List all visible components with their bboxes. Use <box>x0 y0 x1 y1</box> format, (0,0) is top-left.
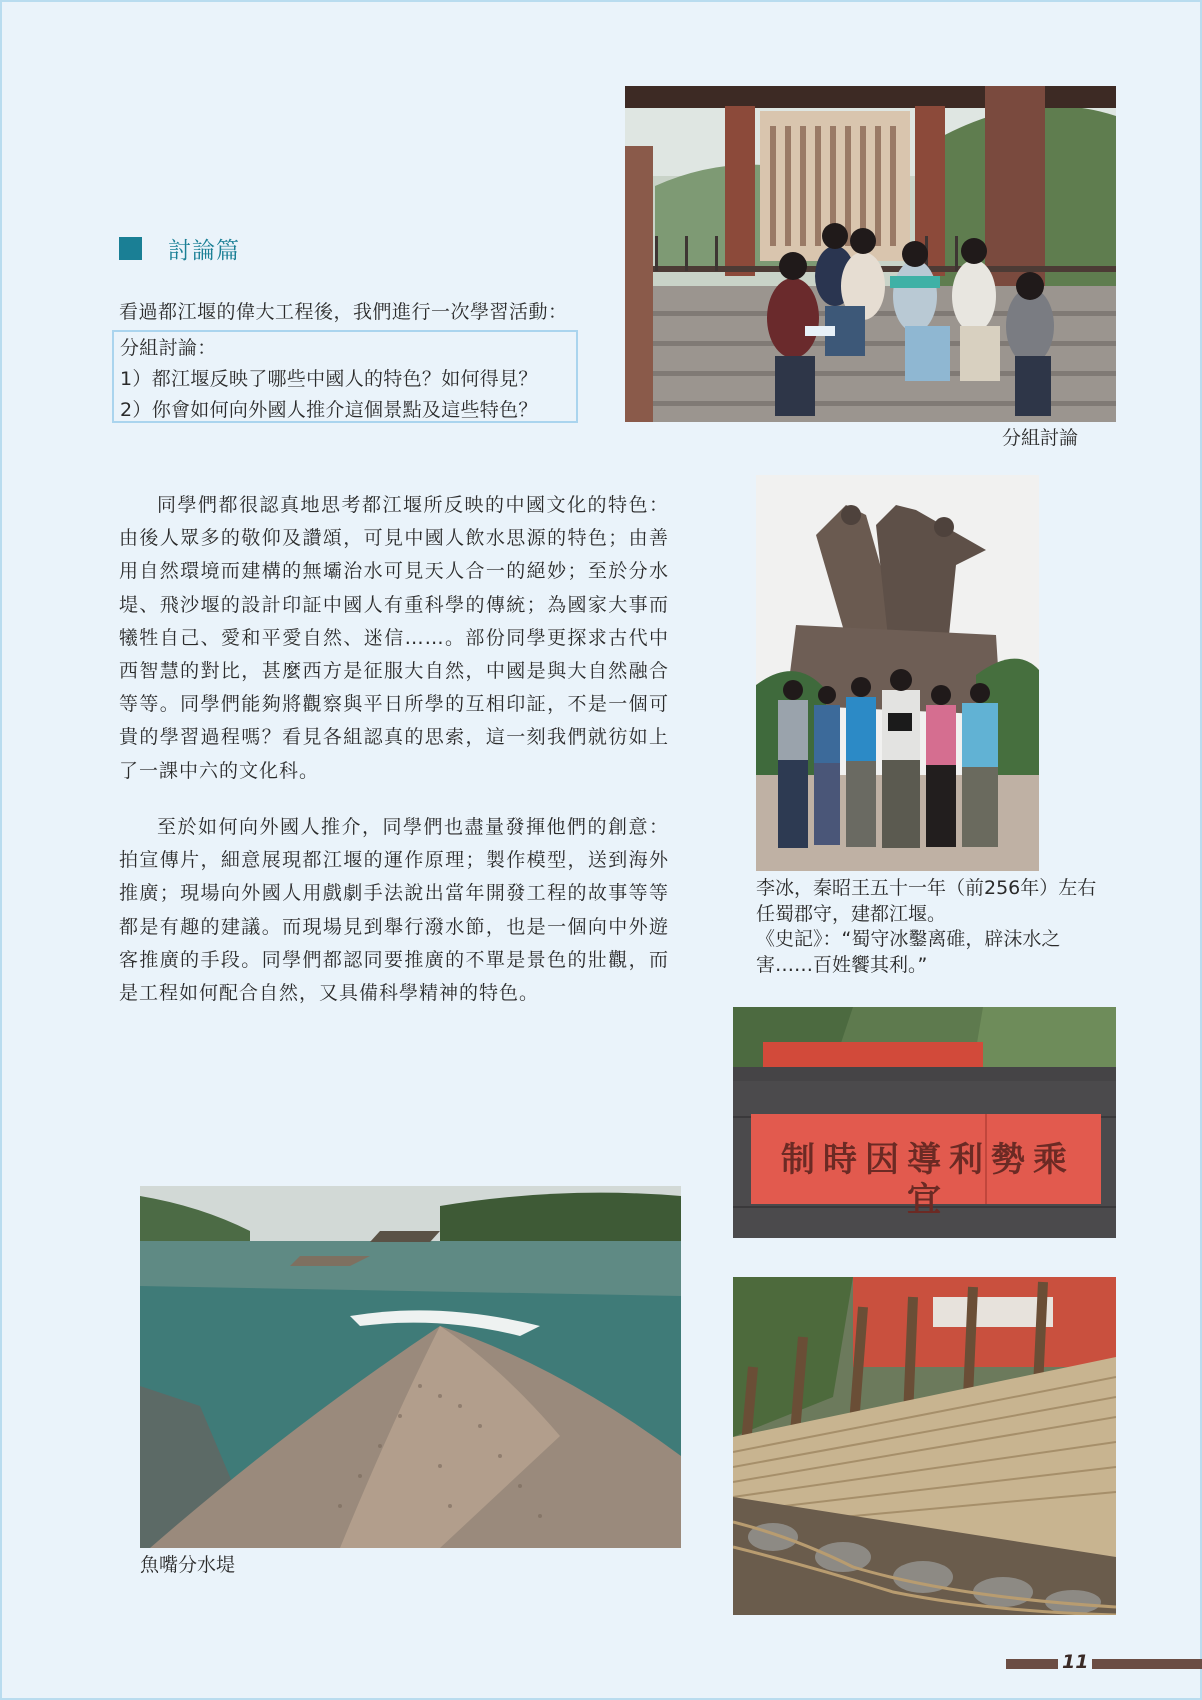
li-bing-caption-line-2: 任蜀郡守，建都江堰。 <box>756 902 947 925</box>
sign-text: 乘勢利導因時制宜 <box>781 1140 1075 1220</box>
intro-text: 看過都江堰的偉大工程後，我們進行一次學習活動： <box>119 301 568 323</box>
bamboo-cage-photo <box>733 1277 1116 1615</box>
li-bing-caption-line-1: 李冰，秦昭王五十一年（前256年）左右 <box>756 877 1097 899</box>
task-question-1: 1）都江堰反映了哪些中國人的特色？如何得見？ <box>120 368 538 390</box>
group-discussion-caption: 分組討論 <box>1002 427 1079 449</box>
fish-mouth-caption: 魚嘴分水堤 <box>140 1554 236 1576</box>
red-sign-photo <box>733 1007 1116 1238</box>
li-bing-caption-line-4: 害……百姓饗其利。” <box>756 953 928 976</box>
group-discussion-photo <box>625 86 1116 422</box>
li-bing-caption <box>756 876 1116 978</box>
li-bing-caption-line-3: 《史記》：“蜀守冰鑿离碓，辟沫水之 <box>756 928 1061 950</box>
page-footer-bar <box>1006 1659 1202 1669</box>
paragraph-promotion: 至於如何向外國人推介，同學們也盡量發揮他們的創意：拍宣傳片，細意展現都江堰的運作原理；製作模型，送到海外推廣；現場向外國人用戲劇手法說出當年開發工程的故事等等都是有趣的建議。而現場見到舉行潑水節，也是一個向中外遊客推廣的手段。同學們都認同要推廣的不單是景色的壯觀，而是工程如何配合自然，又具備科學精神的特色。 <box>119 816 669 1005</box>
task-question-2: 2）你會如何向外國人推介這個景點及這些特色？ <box>120 399 538 421</box>
fish-mouth-levee-photo <box>140 1186 681 1548</box>
task-heading: 分組討論： <box>120 337 217 359</box>
paragraph-culture: 同學們都很認真地思考都江堰所反映的中國文化的特色：由後人眾多的敬仰及讚頌，可見中國人飲水思源的特色；由善用自然環境而建構的無壩治水可見天人合一的絕妙；至於分水堤、飛沙堰的設計印証中國人有重科學的傳統；為國家大事而犧牲自己、愛和平愛自然、迷信……。部份同學更探求古代中西智慧的對比，甚麼西方是征服大自然，中國是與大自然融合等等。同學們能夠將觀察與平日所學的互相印証，不是一個可貴的學習過程嗎？看見各組認真的思索，這一刻我們就彷如上了一課中六的文化科。 <box>119 494 669 782</box>
page-number: 11 <box>1058 1652 1092 1672</box>
discussion-task-box <box>112 330 578 423</box>
section-heading <box>119 232 240 265</box>
section-title: 討論篇 <box>168 238 240 264</box>
li-bing-statue-photo <box>756 475 1039 871</box>
square-bullet-icon <box>119 237 142 260</box>
